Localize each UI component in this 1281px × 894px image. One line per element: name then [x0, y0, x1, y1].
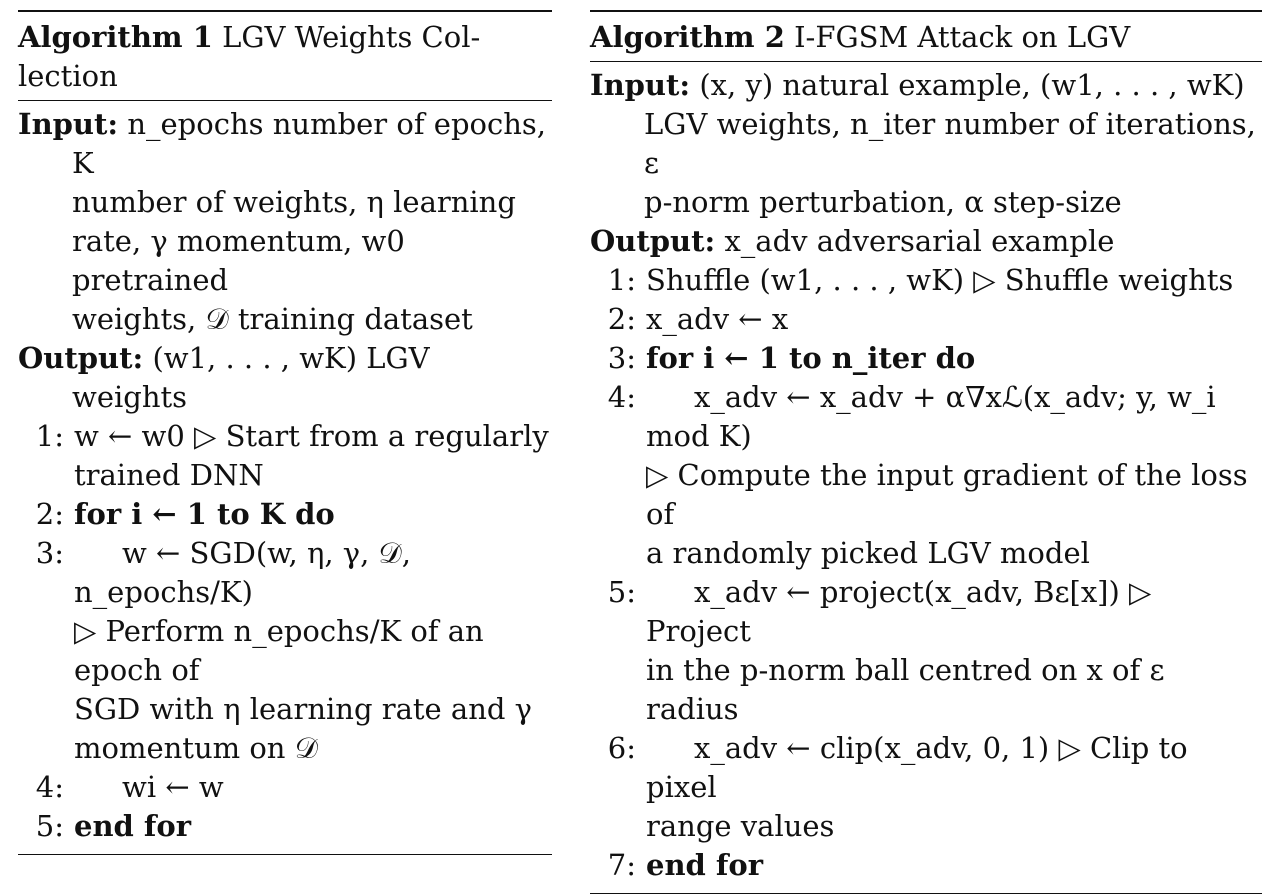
- step-text: trained DNN: [74, 458, 264, 492]
- algorithm-2-caption: [590, 18, 1262, 57]
- algorithm-1: [18, 10, 552, 855]
- line-number: 1:: [607, 263, 636, 297]
- top-rule: [590, 10, 1262, 12]
- input-line: LGV weights, n_iter number of iterations, ε: [644, 107, 1256, 180]
- step-text: a randomly picked LGV model: [646, 536, 1090, 570]
- step-text: x_adv ← x_adv + α∇xℒ(x_adv; y, w_i mod K): [646, 380, 1216, 453]
- output-label: Output:: [18, 341, 144, 375]
- step-text: for i ← 1 to K do: [74, 497, 335, 531]
- output-block: [18, 339, 552, 417]
- output-block: [590, 222, 1262, 261]
- step-text: w ← w0 ▷ Start from a regularly: [74, 419, 549, 453]
- input-line: number of weights, η learning: [72, 185, 516, 219]
- input-label: Input:: [590, 68, 691, 102]
- line-number: 7:: [607, 848, 636, 882]
- line-number: 1:: [35, 419, 64, 453]
- step-3: [590, 339, 1262, 378]
- step-2: [18, 495, 552, 534]
- caption-label: Algorithm 2: [590, 20, 785, 54]
- step-text: end for: [74, 809, 192, 843]
- caption-title: I-FGSM Attack on LGV: [794, 20, 1131, 54]
- step-text: range values: [646, 809, 835, 843]
- input-block: [18, 105, 552, 339]
- input-line: p-norm perturbation, α step-size: [644, 185, 1122, 219]
- step-1: [590, 261, 1262, 300]
- output-text: x_adv adversarial example: [724, 224, 1115, 258]
- line-number: 2:: [607, 302, 636, 336]
- step-text: for i ← 1 to n_iter do: [646, 341, 976, 375]
- step-text: in the p-norm ball centred on x of ε radius: [646, 653, 1165, 726]
- input-line: rate, γ momentum, w0 pretrained: [72, 224, 405, 297]
- line-number: 3:: [35, 536, 64, 570]
- line-number: 4:: [35, 770, 64, 804]
- step-text: ▷ Compute the input gradient of the loss of: [646, 458, 1248, 531]
- step-3: [18, 534, 552, 768]
- step-text: wi ← w: [122, 770, 224, 804]
- step-1: [18, 417, 552, 495]
- step-2: [590, 300, 1262, 339]
- step-text: w ← SGD(w, η, γ, 𝒟, n_epochs/K): [74, 536, 411, 609]
- input-line: weights, 𝒟 training dataset: [72, 302, 473, 336]
- line-number: 6:: [607, 731, 636, 765]
- line-number: 5:: [607, 575, 636, 609]
- step-7: [590, 846, 1262, 885]
- step-text: x_adv ← clip(x_adv, 0, 1) ▷ Clip to pixel: [646, 731, 1188, 804]
- step-text: momentum on 𝒟: [74, 731, 318, 765]
- caption-title-cont: lection: [18, 59, 118, 93]
- step-6: [590, 729, 1262, 846]
- bottom-rule: [18, 854, 552, 855]
- step-5: [590, 573, 1262, 729]
- step-text: x_adv ← x: [646, 302, 789, 336]
- step-4: [18, 768, 552, 807]
- algorithm-2: [590, 10, 1262, 894]
- top-rule: [18, 10, 552, 12]
- step-text: SGD with η learning rate and γ: [74, 692, 533, 726]
- algorithm-1-body: [18, 101, 552, 846]
- caption-label: Algorithm 1: [18, 20, 213, 54]
- line-number: 4:: [607, 380, 636, 414]
- algorithm-1-caption: [18, 18, 552, 96]
- step-text: x_adv ← project(x_adv, Bε[x]) ▷ Project: [646, 575, 1152, 648]
- output-text: (w1, . . . , wK) LGV weights: [72, 341, 430, 414]
- input-line: n_epochs number of epochs, K: [72, 107, 547, 180]
- line-number: 5:: [35, 809, 64, 843]
- step-text: end for: [646, 848, 764, 882]
- line-number: 3:: [607, 341, 636, 375]
- input-block: [590, 66, 1262, 222]
- step-5: [18, 807, 552, 846]
- algorithm-2-body: [590, 62, 1262, 885]
- step-4: [590, 378, 1262, 573]
- input-line: (x, y) natural example, (w1, . . . , wK): [699, 68, 1245, 102]
- caption-title: LGV Weights Col-: [222, 20, 481, 54]
- input-label: Input:: [18, 107, 119, 141]
- output-label: Output:: [590, 224, 716, 258]
- step-text: Shuffle (w1, . . . , wK) ▷ Shuffle weights: [646, 263, 1234, 297]
- step-text: ▷ Perform n_epochs/K of an epoch of: [74, 614, 484, 687]
- line-number: 2:: [35, 497, 64, 531]
